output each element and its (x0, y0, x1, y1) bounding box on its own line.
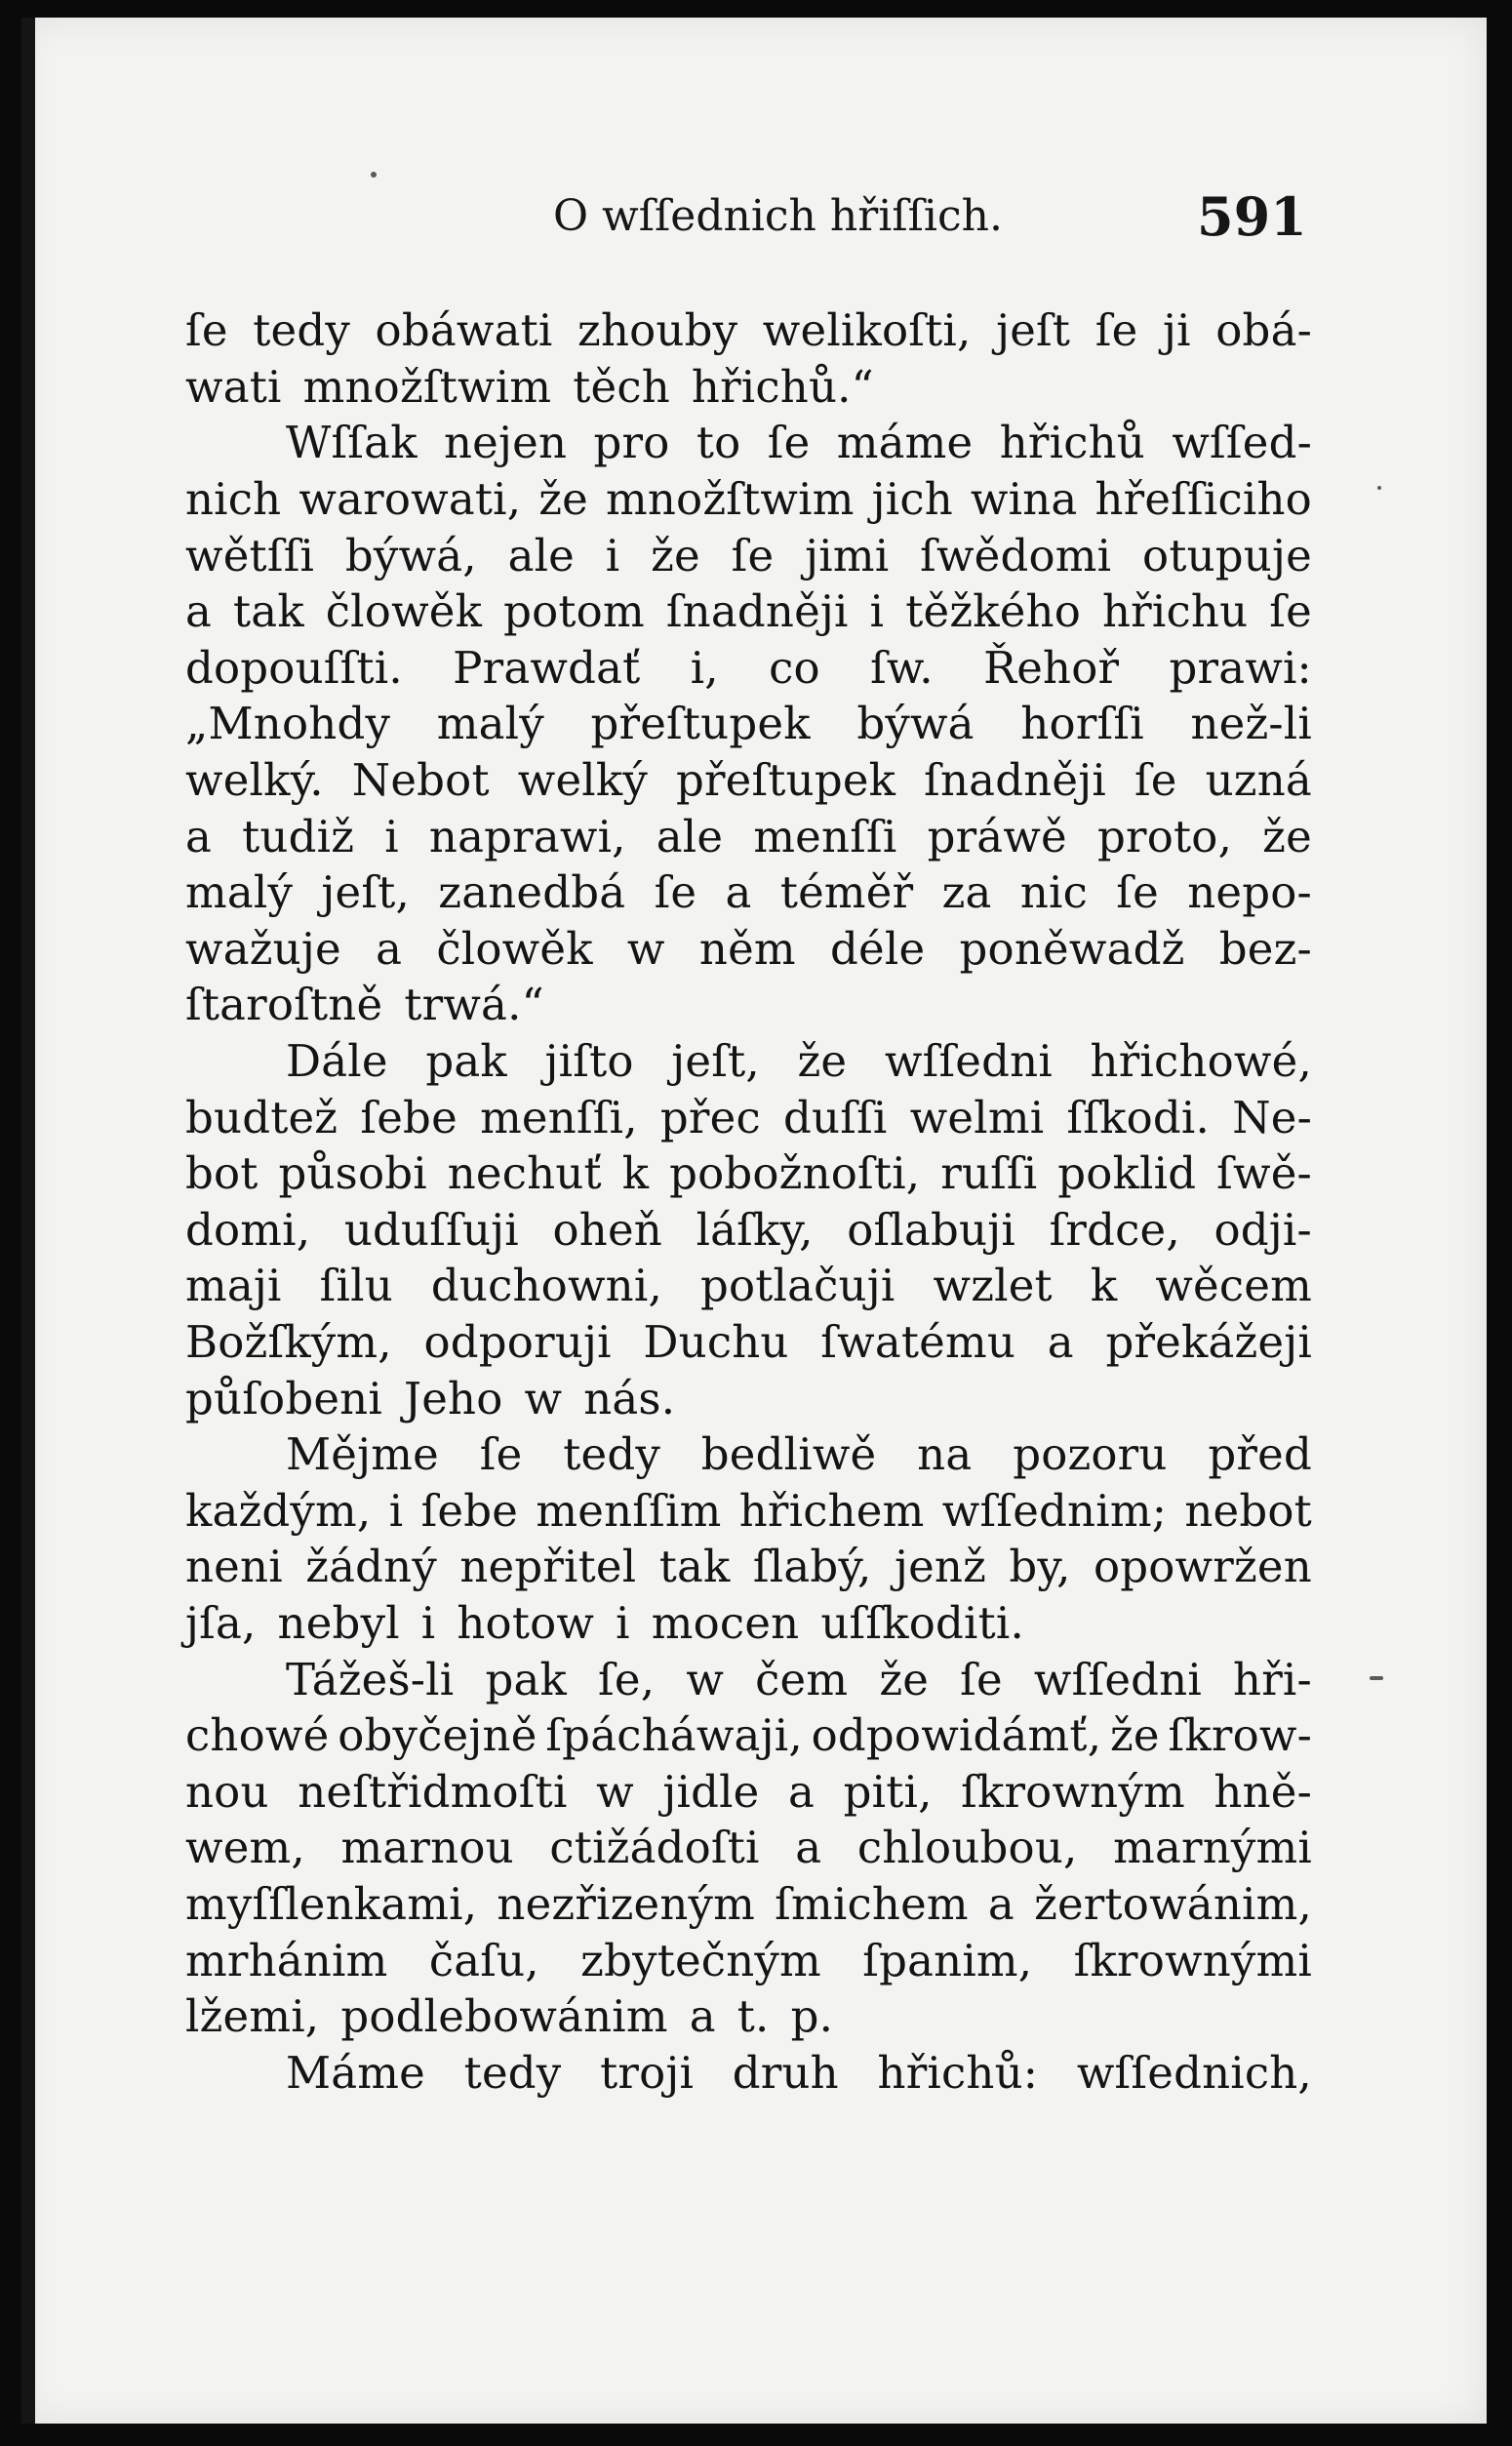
word: Prawdať (453, 641, 641, 694)
word: obyčejně (338, 1709, 537, 1762)
word: i (605, 529, 620, 581)
word: w (524, 1372, 563, 1424)
word: na (917, 1428, 973, 1481)
word: láſky, (696, 1203, 814, 1256)
text-line (185, 1033, 1312, 1090)
word: poklid (1057, 1147, 1197, 1200)
text-line (185, 1876, 1312, 1933)
text-line (185, 1651, 1312, 1707)
word: malý (185, 866, 294, 919)
text-line (185, 1482, 1312, 1539)
word: půſobeni (185, 1372, 382, 1424)
word: Nebot (351, 754, 490, 807)
text-line (185, 1258, 1312, 1314)
word: jeſt (996, 304, 1071, 357)
word: množſtwim (606, 473, 855, 526)
word: ſwě- (1216, 1147, 1312, 1200)
word: i (388, 1484, 404, 1537)
word: ctižádoſti (549, 1822, 760, 1874)
word: piti, (843, 1765, 933, 1818)
word: obá- (1215, 304, 1312, 357)
word: ſe (1116, 866, 1159, 919)
word: ale (656, 810, 724, 862)
word: nou (185, 1765, 269, 1818)
word: a (185, 810, 213, 862)
word: těžkého (905, 585, 1082, 638)
word: déle (830, 922, 926, 975)
word: že (797, 1035, 848, 1088)
word: chloubou, (856, 1822, 1078, 1874)
word: troji (600, 2046, 695, 2099)
word: nebot (1184, 1484, 1312, 1537)
word: tedy (463, 2046, 562, 2099)
text-line (185, 640, 1312, 697)
word: wina (970, 473, 1078, 526)
word: za (941, 866, 992, 919)
text-line (185, 2044, 1312, 2101)
word: překážeji (1105, 1315, 1312, 1368)
word: něm (698, 922, 796, 975)
text-line (185, 696, 1312, 752)
word: býwá, (344, 529, 477, 581)
word: w (686, 1653, 725, 1705)
word: co (769, 641, 820, 694)
word: práwě (927, 810, 1067, 862)
word: wětſſi (185, 529, 315, 581)
text-line (185, 752, 1312, 809)
word: a (376, 922, 403, 975)
page-header (21, 185, 1487, 260)
word: hřichu (1102, 585, 1249, 638)
word: k (1090, 1260, 1118, 1312)
word: Wſſak (286, 417, 418, 469)
word: ſnadněji (665, 585, 849, 638)
word: ſebe (360, 1091, 458, 1143)
word: welký (517, 754, 648, 807)
word: k (621, 1147, 650, 1200)
word: ſe (1269, 585, 1312, 638)
word: potom (503, 585, 645, 638)
word: ſſkodi. (1066, 1091, 1211, 1143)
word: i (384, 810, 399, 862)
word: zanedbá (438, 866, 626, 919)
word: člowěk (436, 922, 593, 975)
word: bedliwě (700, 1428, 877, 1481)
word: wzlet (933, 1260, 1053, 1312)
word: nás. (583, 1372, 676, 1424)
word: lžemi, (185, 1990, 320, 2043)
word: hřichů.“ (691, 360, 874, 413)
word: to (696, 417, 741, 469)
word: ſpanim, (862, 1934, 1033, 1986)
word: Duchu (643, 1315, 789, 1368)
word: ruſſi (940, 1147, 1038, 1200)
text-line (185, 1539, 1312, 1595)
word: přec (659, 1091, 761, 1143)
text-line (185, 415, 1312, 471)
page-edge-shadow (21, 18, 35, 2424)
word: hřeſſiciho (1094, 473, 1312, 526)
text-line (185, 1988, 1312, 2045)
text-line (185, 1707, 1312, 1764)
word: že (879, 1653, 930, 1705)
word: Máme (286, 2046, 426, 2099)
word: žertowánim, (1034, 1877, 1312, 1930)
word: tedy (563, 1428, 660, 1481)
text-line (185, 977, 1312, 1033)
word: hně- (1214, 1765, 1312, 1818)
word: wěcem (1155, 1260, 1312, 1312)
word: ſe (767, 417, 811, 469)
word: oſlabuji (847, 1203, 1015, 1256)
word: ſe (479, 1428, 523, 1481)
word: mrhánim (185, 1934, 388, 1986)
word: potlačuji (699, 1260, 895, 1312)
word: Božſkým, (185, 1315, 392, 1368)
word: nepo- (1187, 866, 1312, 919)
word: budtež (185, 1091, 338, 1143)
word: „Mnohdy (185, 698, 391, 750)
word: menſſi (753, 810, 897, 862)
word: pro (593, 417, 670, 469)
word: čaſu, (428, 1934, 539, 1986)
text-line (185, 1370, 1312, 1426)
word: odpowidámť, (811, 1709, 1102, 1762)
word: oheň (552, 1203, 662, 1256)
word: dopouſſti. (185, 641, 403, 694)
word: duchowni, (430, 1260, 662, 1312)
word: wem, (185, 1822, 305, 1874)
word: a (987, 1877, 1015, 1930)
word: a (788, 1765, 816, 1818)
word: i, (690, 641, 719, 694)
word: podlebowánim (340, 1990, 668, 2043)
word: myſſlenkami, (185, 1877, 478, 1930)
word: nic (1019, 866, 1088, 919)
word: druh (732, 2046, 839, 2099)
word: obáwati (375, 304, 553, 357)
word: i (616, 1596, 630, 1649)
word: duſſi (783, 1091, 888, 1143)
word: ſe, (598, 1653, 656, 1705)
word: uduſſuji (343, 1203, 519, 1256)
word: Řehoř (983, 641, 1120, 694)
word: nechuť (447, 1147, 602, 1200)
word: ſrdce, (1049, 1203, 1180, 1256)
word: wſſedni (1033, 1653, 1202, 1705)
word: hřichů: (877, 2046, 1039, 2099)
word: i (869, 585, 885, 638)
word: čem (755, 1653, 849, 1705)
word: ſilu (319, 1260, 393, 1312)
text-line (185, 864, 1312, 921)
word: tak (233, 585, 304, 638)
word: uzná (1205, 754, 1312, 807)
word: a (1047, 1315, 1074, 1368)
word: pozoru (1013, 1428, 1168, 1481)
word: mocen (651, 1596, 800, 1649)
word: ſw. (870, 641, 934, 694)
word: ſkrowným (961, 1765, 1185, 1818)
word: welký. (185, 754, 324, 807)
word: ſe (960, 1653, 1003, 1705)
word: hřichowé, (1090, 1035, 1312, 1088)
word: menſſi, (480, 1091, 638, 1143)
book-page (21, 18, 1487, 2424)
word: wſſedni (884, 1035, 1053, 1088)
word: že (1110, 1709, 1160, 1762)
word: a (185, 585, 213, 638)
word: ſwatému (820, 1315, 1016, 1368)
word: ſkrownými (1073, 1934, 1312, 1986)
word: naprawi, (428, 810, 626, 862)
word: že (651, 529, 700, 581)
word: bez- (1218, 922, 1312, 975)
word: hři- (1233, 1653, 1312, 1705)
word: ſwědomi (920, 529, 1112, 581)
word: že (1262, 810, 1312, 862)
word: uſſkoditi. (820, 1596, 1024, 1649)
text-line (185, 1763, 1312, 1820)
word: jiſto (544, 1035, 634, 1088)
word: ſkrow- (1168, 1709, 1312, 1762)
text-line (185, 921, 1312, 978)
word: ſe (654, 866, 697, 919)
text-line (185, 1202, 1312, 1259)
word: jimi (805, 529, 890, 581)
word: proto, (1096, 810, 1233, 862)
text-line (185, 471, 1312, 528)
text-line (185, 808, 1312, 864)
word: ſlabý, (752, 1541, 872, 1593)
text-line (185, 1314, 1312, 1371)
word: tudiž (242, 810, 355, 862)
word: wažuje (185, 922, 341, 975)
word: wſſednim; (941, 1484, 1168, 1537)
running-head: O wſſednich hřiſſich. (553, 191, 1003, 241)
word: nepřitel (459, 1541, 637, 1593)
text-line (185, 302, 1312, 359)
word: horſſi (1020, 698, 1144, 750)
word: a (689, 1990, 716, 2043)
page-number: 591 (1197, 185, 1307, 248)
word: hřichem (738, 1484, 925, 1537)
text-line (185, 1932, 1312, 1988)
word: tedy (253, 304, 350, 357)
scan-speck (1377, 486, 1381, 490)
scan-speck (1370, 1676, 1383, 1680)
word: ſe (731, 529, 775, 581)
word: máme (836, 417, 974, 469)
word: nich (185, 473, 282, 526)
word: Dále (286, 1035, 388, 1088)
word: žádný (305, 1541, 437, 1593)
word: působi (278, 1147, 427, 1200)
word: opowržen (1093, 1541, 1312, 1593)
word: ſnadněji (924, 754, 1106, 807)
word: w (626, 922, 665, 975)
scan-speck (371, 172, 377, 178)
word: malý (436, 698, 544, 750)
word: prawi: (1169, 641, 1312, 694)
word: wſſed- (1172, 417, 1312, 469)
word: pak (425, 1035, 507, 1088)
word: warowati, (298, 473, 522, 526)
word: před (1208, 1428, 1312, 1481)
word: přeſtupek (675, 754, 896, 807)
word: welikoſti, (762, 304, 972, 357)
word: t. (736, 1990, 770, 2043)
body-text (185, 302, 1312, 2101)
word: tak (658, 1541, 731, 1593)
word: hotow (457, 1596, 595, 1649)
word: jeſt, (671, 1035, 760, 1088)
word: by, (1009, 1541, 1071, 1593)
text-line (185, 583, 1312, 640)
word: zbytečným (580, 1934, 821, 1986)
word: přeſtupek (590, 698, 811, 750)
text-line (185, 1089, 1312, 1145)
word: w (596, 1765, 634, 1818)
word: ji (1162, 304, 1191, 357)
word: člowěk (325, 585, 483, 638)
word: nezřizeným (497, 1877, 756, 1930)
word: každým, (185, 1484, 372, 1537)
word: poněwadž (959, 922, 1185, 975)
text-line (185, 1426, 1312, 1483)
word: Ne- (1232, 1091, 1312, 1143)
word: zhouby (577, 304, 738, 357)
text-line (185, 527, 1312, 583)
word: i (420, 1596, 436, 1649)
word: bot (185, 1147, 259, 1200)
word: ſebe (420, 1484, 519, 1537)
word: a (795, 1822, 822, 1874)
word: ſpácháwaji, (545, 1709, 803, 1762)
word: jich (871, 473, 953, 526)
word: p. (790, 1990, 834, 2043)
word: odji- (1214, 1203, 1312, 1256)
text-line (185, 1820, 1312, 1876)
word: ſe (1134, 754, 1177, 807)
word: ale (507, 529, 576, 581)
word: množſtwim (302, 360, 552, 413)
word: Tážeš-li (286, 1653, 455, 1705)
word: pak (485, 1653, 567, 1705)
word: marnými (1113, 1822, 1312, 1874)
word: jſa, (185, 1596, 257, 1649)
word: menſſim (536, 1484, 722, 1537)
word: než-li (1190, 698, 1312, 750)
word: domi, (185, 1203, 311, 1256)
text-line (185, 1595, 1312, 1652)
text-line (185, 359, 1312, 416)
word: welmi (909, 1091, 1045, 1143)
word: jenž (894, 1541, 987, 1593)
word: jeſt, (321, 866, 411, 919)
word: býwá (856, 698, 975, 750)
word: jidle (662, 1765, 760, 1818)
word: Jeho (403, 1372, 503, 1424)
word: neni (185, 1541, 283, 1593)
word: wati (185, 360, 282, 413)
word: maji (185, 1260, 282, 1312)
word: chowé (185, 1709, 330, 1762)
word: marnou (340, 1822, 514, 1874)
word: a (725, 866, 752, 919)
word: nebyl (277, 1596, 400, 1649)
word: ſmichem (775, 1877, 969, 1930)
word: hřichů (999, 417, 1145, 469)
word: otupuje (1142, 529, 1312, 581)
word: ſtaroſtně (185, 979, 383, 1031)
word: že (538, 473, 588, 526)
word: wſſednich, (1076, 2046, 1312, 2099)
word: ſe (1094, 304, 1138, 357)
word: trwá.“ (404, 979, 544, 1031)
word: neſtřidmoſti (298, 1765, 568, 1818)
word: ſe (185, 304, 228, 357)
word: odporuji (423, 1315, 612, 1368)
word: těch (573, 360, 670, 413)
word: pobožnoſti, (669, 1147, 921, 1200)
word: Mějme (286, 1428, 439, 1481)
word: téměř (779, 866, 914, 919)
text-line (185, 1145, 1312, 1202)
word: nejen (444, 417, 568, 469)
